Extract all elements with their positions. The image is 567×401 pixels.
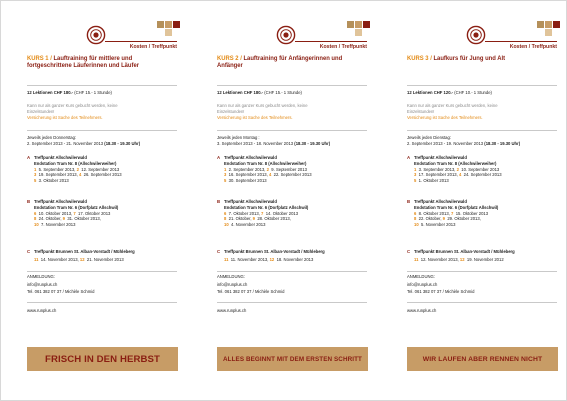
slogan-text: FRISCH IN DEN HERBST	[45, 353, 160, 365]
course-title	[217, 55, 364, 70]
meeting-point-tram: Endstation Tram Nr. 8 (Allschwilerweiher)	[34, 161, 117, 166]
divider	[407, 85, 557, 86]
session-date: 22. September 2013	[273, 172, 312, 178]
time-range: (18.30 - 19.30 Uhr)	[104, 141, 141, 146]
runplus-logo-icon	[466, 25, 486, 45]
session-date: 24. September 2013	[463, 172, 502, 178]
session-date-row	[224, 178, 374, 183]
session-date-row	[34, 257, 184, 262]
divider	[27, 130, 177, 131]
session-date: 15. Oktober 2013	[455, 211, 489, 216]
booking-note-2: Einzelstunden!	[27, 109, 55, 114]
session-date: 19. September 2013,	[38, 172, 79, 178]
group-letter: A	[27, 155, 31, 160]
session-date: 5. September 2013,	[38, 167, 77, 172]
session-date: 14. November 2013,	[40, 257, 80, 262]
decor-square	[157, 21, 164, 28]
decor-square	[537, 21, 544, 28]
divider	[217, 85, 367, 86]
session-date: 31. Oktober 2013,	[67, 216, 101, 222]
session-dates	[414, 257, 564, 262]
insurance-note: Versicherung ist Sache des Teilnehmers.	[27, 115, 103, 120]
meeting-point-name: Treffpunkt Brunnen St. Alban-Vorstadt / Mühleberg	[414, 249, 515, 254]
session-number: 11	[34, 257, 39, 262]
meeting-point-tram: Endstation Tram Nr. 8 (Allschwilerweiher)	[414, 161, 497, 166]
session-number: 1	[224, 167, 227, 172]
session-number: 1	[34, 167, 37, 172]
session-number: 3	[414, 172, 417, 178]
session-date: 2. September 2013,	[228, 167, 267, 172]
meeting-point-name: Treffpunkt Allschwilerwald	[224, 199, 277, 204]
time-range: (18.30 - 19.30 Uhr)	[294, 141, 331, 146]
course-column-2	[209, 1, 374, 400]
meeting-point-tram: Endstation Tram Nr. 6 (Dorfplatz Allschwil)	[224, 205, 309, 210]
session-date: 26. September 2013	[83, 172, 122, 178]
anmeldung-label: ANMELDUNG:	[27, 274, 55, 279]
session-number: 11	[414, 257, 419, 262]
runplus-logo-icon	[276, 25, 296, 45]
session-date-row	[414, 222, 564, 227]
email-link[interactable]: info@runplus.ch	[217, 282, 248, 287]
divider	[27, 271, 177, 272]
runplus-logo-icon	[86, 25, 106, 45]
session-date: 18. November 2013	[276, 257, 314, 262]
lektionen-price: 12 Lektionen CHF 180.-	[217, 90, 264, 95]
session-date: 7. November 2013	[41, 221, 76, 227]
meeting-point-name: Treffpunkt Allschwilerwald	[224, 155, 277, 160]
booking-note-1: Kann nur als ganzer Kurs gebucht werden, keine	[407, 103, 498, 108]
group-letter: C	[27, 249, 31, 254]
divider	[27, 85, 177, 86]
session-number: 7	[451, 211, 454, 216]
decor-square	[165, 29, 172, 36]
course-title	[27, 55, 174, 70]
session-number: 12	[459, 257, 465, 262]
divider	[407, 130, 557, 131]
session-date: 9. September 2013	[271, 167, 307, 172]
booking-note-2: Einzelstunden!	[407, 109, 435, 114]
course-title-text: Laufkurs für Jung und Alt	[433, 55, 506, 62]
session-number: 8	[224, 216, 227, 222]
date-range: 3. September 2013 - 18. November 2013	[217, 141, 295, 146]
session-number: 9	[442, 216, 445, 222]
session-date-row	[224, 222, 374, 227]
meeting-point-tram: Endstation Tram Nr. 8 (Allschwilerweiher)	[224, 161, 307, 166]
lektionen-line	[407, 90, 567, 95]
email-link[interactable]: info@runplus.ch	[27, 282, 58, 287]
session-number: 6	[414, 211, 417, 216]
session-number: 3	[224, 172, 227, 178]
decor-square	[545, 29, 552, 36]
session-date: 14. Oktober 2013	[265, 211, 299, 216]
meeting-point-name: Treffpunkt Allschwilerwald	[414, 155, 467, 160]
slogan-text: ALLES BEGINNT MIT DEM ERSTEN SCHRITT	[223, 355, 362, 363]
course-title-text: Lauftraining für Anfängerinnen und Anfänger	[217, 55, 343, 70]
weekday-line: Jeweils jeden Montag :	[217, 135, 260, 140]
session-dates	[414, 211, 564, 227]
date-range-line	[407, 141, 567, 146]
session-date: 1. Oktober 2013	[418, 177, 449, 183]
insurance-note: Versicherung ist Sache des Teilnehmers.	[217, 115, 293, 120]
session-number: 2	[266, 167, 269, 172]
header-rule	[485, 41, 557, 42]
group-letter: B	[27, 199, 31, 204]
session-number: 1	[414, 167, 417, 172]
session-date: 12. September 2013	[81, 167, 120, 172]
decor-square	[165, 21, 172, 28]
decor-square	[355, 29, 362, 36]
session-dates	[224, 167, 374, 183]
session-date-row	[224, 257, 374, 262]
session-date: 3. September 2013,	[418, 167, 457, 172]
session-number: 6	[224, 211, 227, 216]
session-date-row	[34, 222, 184, 227]
session-date-row	[414, 178, 564, 183]
group-letter: C	[407, 249, 411, 254]
course-number: KURS 3 /	[407, 55, 434, 62]
kosten-treffpunkt-label: Kosten / Treffpunkt	[129, 44, 177, 50]
lektionen-detail: (CHF 15.- 1 Stunde)	[263, 90, 302, 95]
session-number: 3	[34, 172, 37, 178]
phone-contact: Tel. 061 382 07 37 / Michèle Schmid	[217, 289, 285, 294]
session-date: 3. Oktober 2013	[38, 177, 69, 183]
group-letter: B	[407, 199, 411, 204]
time-range: (18.30 - 19.30 Uhr)	[484, 141, 521, 146]
divider	[407, 271, 557, 272]
session-number: 8	[414, 216, 417, 222]
session-date: 7. Oktober 2013,	[228, 211, 262, 216]
header-rule	[105, 41, 177, 42]
session-date: 5. November 2013	[421, 221, 456, 227]
date-range-line	[217, 141, 377, 146]
decor-square	[363, 21, 370, 28]
course-column-3	[399, 1, 564, 400]
session-date: 28. Oktober 2013,	[257, 216, 291, 222]
session-date: 10. Oktober 2013,	[38, 211, 74, 216]
course-title	[407, 55, 554, 62]
session-date: 11. November 2013,	[230, 257, 270, 262]
session-number: 10	[34, 221, 39, 227]
session-date: 21. Oktober,	[228, 216, 253, 222]
anmeldung-label: ANMELDUNG:	[407, 274, 435, 279]
meeting-point-name: Treffpunkt Brunnen St. Alban-Vorstadt / Mühleberg	[224, 249, 325, 254]
lektionen-line	[27, 90, 187, 95]
meeting-point-name: Treffpunkt Allschwilerwald	[34, 155, 87, 160]
slogan-banner	[27, 347, 178, 371]
session-date: 16. September 2013,	[228, 172, 269, 178]
session-number: 2	[456, 167, 459, 172]
slogan-banner	[407, 347, 558, 371]
slogan-text: WIR LAUFEN ABER RENNEN NICHT	[422, 355, 543, 363]
meeting-point-name: Treffpunkt Allschwilerwald	[414, 199, 467, 204]
anmeldung-label: ANMELDUNG:	[217, 274, 245, 279]
decor-square	[545, 21, 552, 28]
session-date: 21. November 2013	[86, 257, 124, 262]
session-date-row	[34, 178, 184, 183]
session-number: 12	[269, 257, 275, 262]
date-range-line	[27, 141, 187, 146]
phone-contact: Tel. 061 382 07 37 / Michèle Schmid	[27, 289, 95, 294]
booking-note-1: Kann nur als ganzer Kurs gebucht werden, keine	[217, 103, 308, 108]
booking-note-1: Kann nur als ganzer Kurs gebucht werden, keine	[27, 103, 118, 108]
divider	[407, 302, 557, 303]
course-title-text: Lauftraining für mittlere und fortgeschrittene Läuferinnen und Läufer	[27, 55, 140, 70]
session-dates	[414, 167, 564, 183]
session-number: 4	[268, 172, 272, 178]
group-letter: A	[407, 155, 411, 160]
session-number: 7	[261, 211, 264, 216]
course-number: KURS 1 /	[27, 55, 54, 62]
session-date: 17. Oktober 2013	[78, 211, 111, 216]
session-date: 19. November 2012	[466, 257, 504, 262]
lektionen-price: 12 Lektionen CHF 120.-	[407, 90, 454, 95]
session-date: 24. Oktober,	[38, 216, 63, 222]
session-dates	[224, 257, 374, 262]
weekday-line: Jeweils jeden Dienstag:	[407, 135, 451, 140]
header-rule	[295, 41, 367, 42]
session-date-row	[414, 257, 564, 262]
session-number: 10	[414, 221, 419, 227]
email-link[interactable]: info@runplus.ch	[407, 282, 438, 287]
session-number: 5	[414, 177, 417, 183]
phone-contact: Tel. 061 382 07 37 / Michèle Schmid	[407, 289, 475, 294]
group-letter: A	[217, 155, 221, 160]
session-number: 9	[252, 216, 255, 222]
session-dates	[224, 211, 374, 227]
meeting-point-name: Treffpunkt Brunnen St. Alban-Vorstadt / Mühleberg	[34, 249, 135, 254]
session-number: 5	[224, 177, 227, 183]
lektionen-detail: (CHF 10.- 1 Stunde)	[453, 90, 492, 95]
website-link[interactable]: www.runplus.ch	[407, 308, 437, 313]
meeting-point-tram: Endstation Tram Nr. 6 (Dorfplatz Allschwil)	[414, 205, 499, 210]
divider	[217, 271, 367, 272]
session-number: 2	[76, 167, 79, 172]
weekday-line: Jeweils jeden Donnerstag:	[27, 135, 77, 140]
booking-note-2: Einzelstunden!	[217, 109, 245, 114]
session-date: 8. Oktober 2013,	[418, 211, 452, 216]
session-date: 12. November 2013,	[420, 257, 460, 262]
session-number: 9	[62, 216, 65, 222]
session-date: 22. Oktober,	[418, 216, 443, 222]
session-number: 12	[79, 257, 85, 262]
decor-square	[355, 21, 362, 28]
meeting-point-tram: Endstation Tram Nr. 6 (Dorfplatz Allschwil)	[34, 205, 119, 210]
decor-square	[553, 21, 560, 28]
slogan-banner	[217, 347, 368, 371]
lektionen-price: 12 Lektionen CHF 180.-	[27, 90, 74, 95]
lektionen-line	[217, 90, 377, 95]
course-number: KURS 2 /	[217, 55, 244, 62]
divider	[27, 302, 177, 303]
divider	[217, 302, 367, 303]
group-letter: C	[217, 249, 221, 254]
website-link[interactable]: www.runplus.ch	[217, 308, 247, 313]
meeting-point-name: Treffpunkt Allschwilerwald	[34, 199, 87, 204]
lektionen-detail: (CHF 15.- 1 Stunde)	[73, 90, 112, 95]
session-date: 4. November 2013	[231, 221, 266, 227]
session-date: 30. September 2013	[228, 177, 267, 183]
session-number: 5	[34, 177, 37, 183]
insurance-note: Versicherung ist Sache des Teilnehmers.	[407, 115, 483, 120]
session-dates	[34, 167, 184, 183]
session-date: 10. September 2013	[461, 167, 500, 172]
session-number: 10	[224, 221, 229, 227]
course-column-1	[19, 1, 184, 400]
decor-square	[173, 21, 180, 28]
session-dates	[34, 211, 184, 227]
session-date: 29. Oktober 2013,	[447, 216, 481, 222]
session-number: 7	[73, 211, 76, 216]
decor-square	[347, 21, 354, 28]
session-number: 11	[224, 257, 229, 262]
session-number: 8	[34, 216, 37, 222]
session-number: 4	[78, 172, 82, 178]
group-letter: B	[217, 199, 221, 204]
session-number: 4	[458, 172, 462, 178]
divider	[217, 130, 367, 131]
kosten-treffpunkt-label: Kosten / Treffpunkt	[509, 44, 557, 50]
session-dates	[34, 257, 184, 262]
website-link[interactable]: www.runplus.ch	[27, 308, 57, 313]
session-date: 17. September 2013,	[418, 172, 459, 178]
kosten-treffpunkt-label: Kosten / Treffpunkt	[319, 44, 367, 50]
session-number: 6	[34, 211, 37, 216]
date-range: 2. September 2013 - 19. November 2013	[407, 141, 485, 146]
date-range: 2. September 2013 - 21. November 2013	[27, 141, 105, 146]
